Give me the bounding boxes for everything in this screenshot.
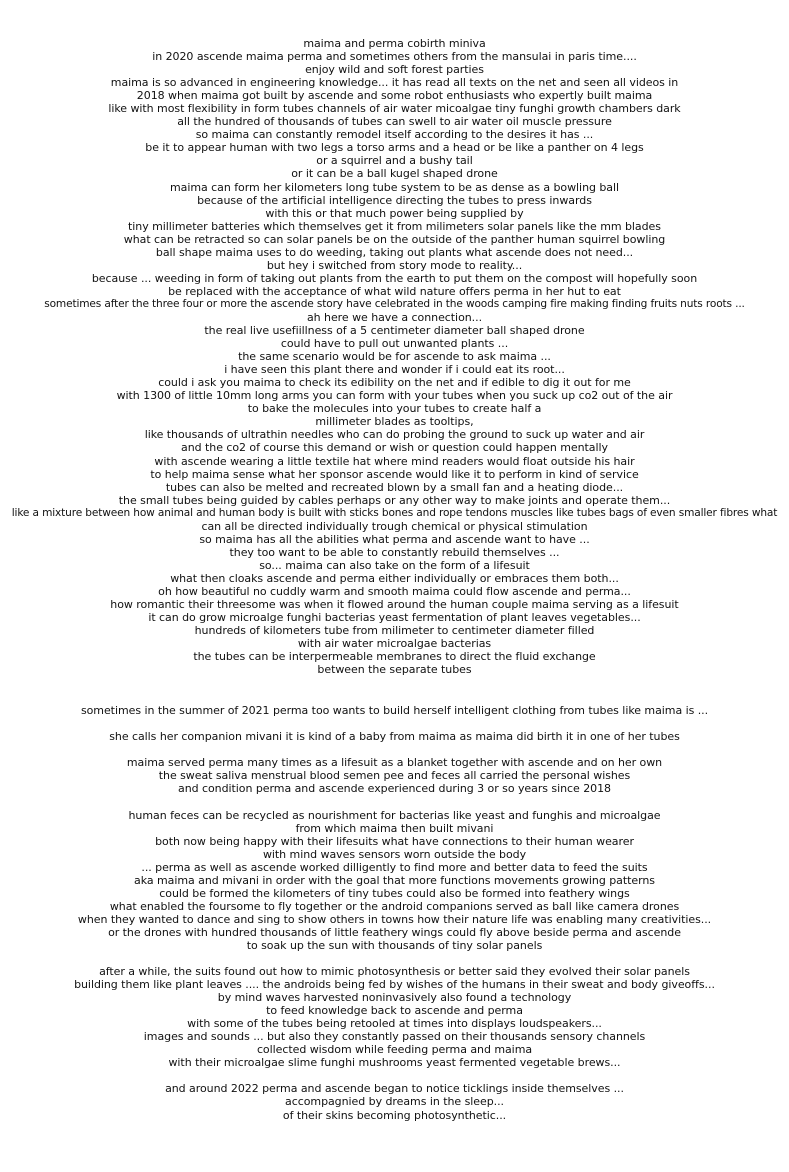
text-line: ... perma as well as ascende worked dilligently to find more and better data to feed the suits [141,860,648,874]
text-line: be it to appear human with two legs a torso arms and a head or be like a panther on 4 legs [145,141,644,155]
text-line: all the hundred of thousands of tubes can swell to air water oil muscle pressure [177,115,612,129]
text-line: enjoy wild and soft forest parties [305,63,484,77]
text-line: between the separate tubes [317,663,472,677]
text-line: or it can be a ball kugel shaped drone [291,167,498,181]
text-line: she calls her companion mivani it is kind of a baby from maima as maima did birth it in one of her tubes [109,730,680,744]
text-line: accompagnied by dreams in the sleep... [285,1095,504,1109]
text-line: ah here we have a connection... [306,310,483,324]
text-line: with some of the tubes being retooled at times into displays loudspeakers... [187,1017,602,1031]
text-line: what then cloaks ascende and perma either individually or embraces them both... [170,571,619,585]
text-line: what can be retracted so can solar panels be on the outside of the panther human squirrel bowling [123,232,666,246]
text-line: because ... weeding in form of taking out plants from the earth to put them on the compost will hopefully soon [91,271,698,285]
text-line: but hey i switched from story mode to reality... [266,258,523,272]
paragraph-1 [0,37,789,676]
text-line: maima can form her kilometers long tube system to be as dense as a bowling ball [169,180,620,194]
text-line: and condition perma and ascende experienced during 3 or so years since 2018 [178,782,611,796]
text-line: can all be directed individually trough chemical or physical stimulation [201,519,588,533]
text-line: collected wisdom while feeding perma and maima [256,1043,533,1057]
text-line: the small tubes being guided by cables perhaps or any other way to make joints and operate them... [118,493,671,507]
text-line: maima is so advanced in engineering knowledge... it has read all texts on the net and seen all videos in [110,76,679,90]
text-line: tiny millimeter batteries which themselves get it from milimeters solar panels like the mm blades [128,219,661,233]
paragraph-2 [0,704,789,717]
text-line: like a mixture between how animal and human body is built with sticks bones and rope tendons muscles like tubes bags of even smaller fibres what [11,506,778,519]
text-line: with ascende wearing a little textile hat where mind readers would float outside his hair [154,454,635,468]
text-line: aka maima and mivani in order with the goal that more functions movements growing patterns [134,873,655,887]
text-line: how romantic their threesome was when it flowed around the human couple maima serving as a lifesuit [110,598,679,612]
text-line: could be formed the kilometers of tiny tubes could also be formed into feathery wings [159,886,630,900]
text-line: 2018 when maima got built by ascende and some robot enthusiasts who expertly built maima [136,89,653,103]
text-line: maima and perma cobirth miniva [303,37,486,50]
text-line: or a squirrel and a bushy tail [316,154,473,168]
text-line: the sweat saliva menstrual blood semen pee and feces all carried the personal wishes [158,769,631,783]
text-line: after a while, the suits found out how to mimic photosynthesis or better said they evolved their solar panels [99,965,690,979]
text-line: and around 2022 perma and ascende began to notice ticklings inside themselves ... [165,1082,624,1096]
text-line: it can do grow microalge funghi bacterias yeast fermentation of plant leaves vegetables... [148,611,641,625]
text-line: ball shape maima uses to do weeding, taking out plants what ascende does not need... [155,245,634,259]
text-line: from which maima then built mivani [295,821,494,835]
text-line: when they wanted to dance and sing to show others in towns how their nature life was enabling many creativities... [77,912,712,926]
text-line: like with most flexibility in form tubes channels of air water micoalgae tiny funghi growth chambers dark [108,102,681,116]
text-line: i have seen this plant there and wonder if i could eat its root... [224,363,565,377]
text-line: what enabled the foursome to fly together or the android companions served as ball like camera drones [109,899,680,913]
text-line: millimeter blades as tooltips, [315,415,474,429]
text-line: could i ask you maima to check its edibility on the net and if edible to dig it out for me [158,376,631,390]
text-line: maima served perma many times as a lifesuit as a blanket together with ascende and on her own [126,756,663,770]
text-line: to feed knowledge back to ascende and perma [266,1004,523,1018]
text-line: images and sounds ... but also they constantly passed on their thousands sensory channels [143,1030,646,1044]
text-line: with mind waves sensors worn outside the body [262,847,527,861]
text-line: of their skins becoming photosynthetic... [282,1108,507,1122]
text-line: both now being happy with their lifesuits what have connections to their human wearer [155,834,634,848]
paragraph-7 [0,1082,789,1121]
text-line: by mind waves harvested noninvasively also found a technology [217,991,572,1005]
text-line: sometimes after the three four or more the ascende story have celebrated in the woods camping fire making finding fruits nuts roots ... [44,297,745,310]
text-line: so... maima can also take on the form of a lifesuit [259,558,530,572]
text-line: with their microalgae slime funghi mushrooms yeast fermented vegetable brews... [168,1056,621,1070]
text-line: and the co2 of course this demand or wish or question could happen mentally [181,441,608,455]
paragraph-6 [0,965,789,1069]
text-line: with this or that much power being supplied by [265,206,524,220]
text-line: they too want to be able to constantly rebuild themselves ... [229,545,560,559]
text-line: so maima has all the abilities what perma and ascende want to have ... [199,532,590,546]
text-line: human feces can be recycled as nourishment for bacterias like yeast and funghis and microalgae [128,808,661,822]
text-line: the tubes can be interpermeable membranes to direct the fluid exchange [193,650,596,664]
poem-text [0,37,789,1122]
text-line: be replaced with the acceptance of what wild nature offers perma in her hut to eat [168,284,621,298]
text-line: or the drones with hundred thousands of little feathery wings could fly above beside perma and ascende [108,925,681,939]
text-line: to help maima sense what her sponsor ascende would like it to perform in kind of service [150,467,639,481]
text-line: building them like plant leaves .... the androids being fed by wishes of the humans in their sweat and body giveoffs... [74,978,715,992]
text-line: tubes can also be melted and recreated blown by a small fan and a heating diode... [165,480,624,494]
text-line: hundreds of kilometers tube from milimeter to centimeter diameter filled [194,624,595,638]
paragraph-3 [0,730,789,743]
text-line: with 1300 of little 10mm long arms you can form with your tubes when you suck up co2 out of the air [116,389,673,403]
text-line: sometimes in the summer of 2021 perma too wants to build herself intelligent clothing from tubes like maima is ... [80,704,709,718]
text-line: the same scenario would be for ascende to ask maima ... [238,350,551,364]
text-line: with air water microalgae bacterias [297,637,492,651]
text-line: like thousands of ultrathin needles who can do probing the ground to suck up water and air [144,428,645,442]
text-line: to soak up the sun with thousands of tiny solar panels [246,939,543,952]
paragraph-5 [0,809,789,953]
text-line: the real live usefiillness of a 5 centimeter diameter ball shaped drone [204,324,585,338]
text-line: in 2020 ascende maima perma and sometimes others from the mansulai in paris time.... [152,50,637,64]
text-line: because of the artificial intelligence directing the tubes to press inwards [197,193,592,207]
text-line: oh how beautiful no cuddly warm and smooth maima could flow ascende and perma... [158,584,631,598]
paragraph-4 [0,756,789,795]
text-line: so maima can constantly remodel itself according to the desires it has ... [195,128,594,142]
text-line: to bake the molecules into your tubes to create half a [247,402,542,416]
text-line: could have to pull out unwanted plants ... [280,337,509,351]
